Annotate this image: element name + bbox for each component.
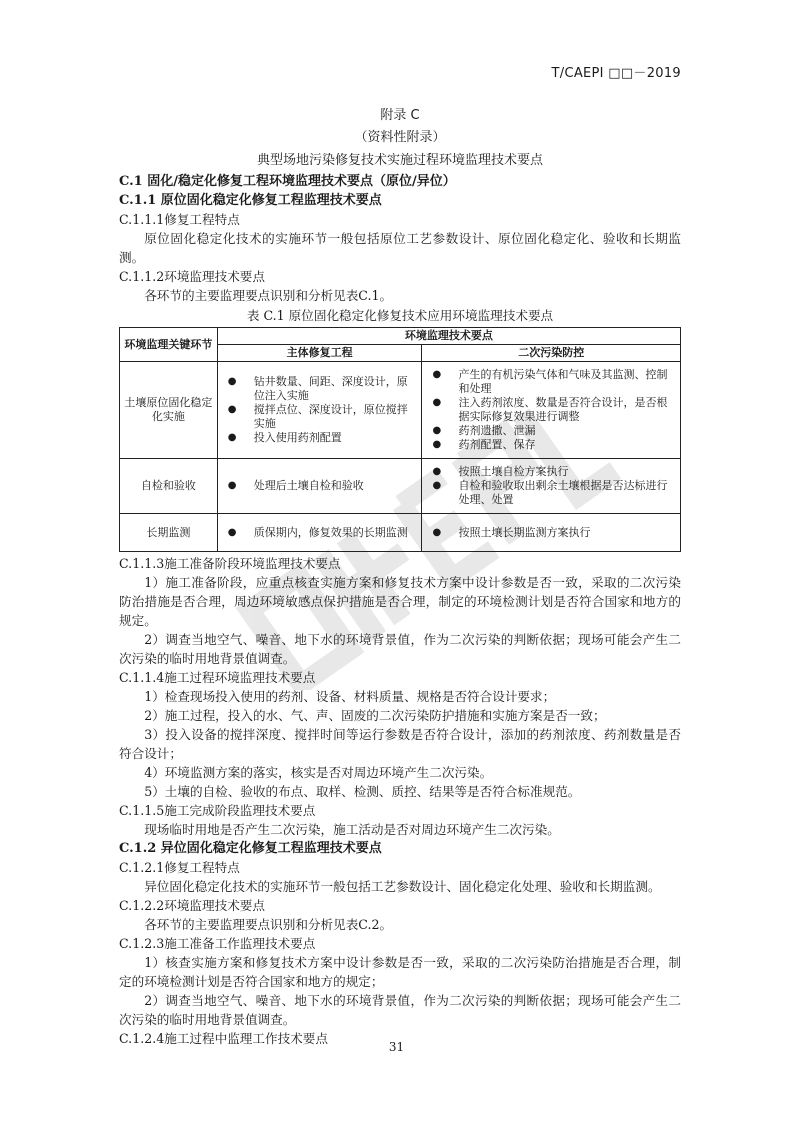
bullet-icon: ● [227,376,237,387]
paragraph-c114-5: 5）土壤的自检、验收的布点、取样、检测、质控、结果等是否符合标准规范。 [144,784,581,799]
list-item: ● 注入药剂浓度、数量是否符合设计，是否根据实际修复效果进行调整 [432,396,668,423]
table-caption: 表 C.1 原位固化稳定化修复技术应用环境监理技术要点 [246,308,554,323]
section-c11: C.1.1 原位固化稳定化修复工程监理技术要点 [119,193,382,208]
table-head-main: 主体修复工程 [217,345,422,362]
table-cell-secondary [422,362,681,459]
table-row [120,362,681,459]
appendix-title: 典型场地污染修复技术实施过程环境监理技术要点 [256,153,543,168]
section-c123: C.1.2.3施工准备工作监理技术要点 [119,936,316,951]
page-number: 31 [388,1040,405,1054]
paragraph-c113-2: 2）调查当地空气、噪音、地下水的环境背景值，作为二次污染的判断依据；现场可能会产生二次污染的临时用地背景值调查。 [119,632,681,666]
paragraph-c112: 各环节的主要监理要点识别和分析见表C.1。 [144,288,393,303]
bullet-icon: ● [432,397,442,408]
bullet-icon: ● [227,404,237,415]
list-item: ● 自检和验收取出剩余土壤根据是否达标进行处理、处置 [432,479,668,506]
list-item: ● 投入使用药剂配置 [227,431,342,444]
section-c112: C.1.1.2环境监理技术要点 [119,269,265,284]
table-cell-stage: 长期监测 [120,514,218,552]
bullet-icon: ● [432,439,442,450]
section-c121: C.1.2.1修复工程特点 [119,860,240,875]
paragraph-c111: 原位固化稳定化技术的实施环节一般包括原位工艺参数设计、原位固化稳定化、验收和长期监测。 [119,231,681,265]
list-item: ● 产生的有机污染气体和气味及其监测、控制和处理 [432,368,668,395]
supervision-table [119,327,681,552]
main-content [119,106,681,1048]
table-cell-stage: 自检和验收 [120,459,218,514]
table-cell-main [217,362,422,459]
list-item: ● 钻井数量、间距、深度设计，原位注入实施 [227,375,408,402]
bullet-icon: ● [227,526,237,538]
table-cell-secondary [422,459,681,514]
table-cell-main [217,514,422,552]
paragraph-c123-2: 2）调查当地空气、噪音、地下水的环境背景值，作为二次污染的判断依据；现场可能会产生二次污染的临时用地背景值调查。 [119,993,681,1027]
bullet-icon: ● [432,369,442,380]
list-item: ● 质保期内，修复效果的长期监测 [227,525,408,539]
bullet-icon: ● [432,526,442,538]
appendix-label: 附录 C [380,108,420,123]
list-item: ● 药剂配置、保存 [432,438,536,451]
paragraph-c114-2: 2）施工过程，投入的水、气、声、固废的二次污染防护措施和实施方案是否一致； [144,708,606,723]
paragraph-c114-4: 4）环境监测方案的落实，核实是否对周边环境产生二次污染。 [144,765,493,780]
list-item: ● 按照土壤长期监测方案执行 [432,525,591,539]
section-c124: C.1.2.4施工过程中监理工作技术要点 [119,1031,328,1046]
paragraph-c113-1: 1）施工准备阶段，应重点核查实施方案和修复技术方案中设计参数是否一致，采取的二次污染防治措施是否合理，周边环境敏感点保护措施是否合理，制定的环境检测计划是否符合国家和地方的规定。 [119,575,681,628]
list-item: ● 药剂遗撒、泄漏 [432,424,536,437]
bullet-icon: ● [227,480,237,491]
table-cell-secondary [422,514,681,552]
table-cell-main [217,459,422,514]
paragraph-c121: 异位固化稳定化技术的实施环节一般包括工艺参数设计、固化稳定化处理、验收和长期监测。 [144,879,661,894]
section-c115: C.1.1.5施工完成阶段监理技术要点 [119,803,316,818]
section-c113: C.1.1.3施工准备阶段环境监理技术要点 [119,556,341,571]
section-c1: C.1 固化/稳定化修复工程环境监理技术要点（原位/异位） [119,174,456,189]
paragraph-c122: 各环节的主要监理要点识别和分析见表C.2。 [144,917,393,932]
paragraph-c114-3: 3）投入设备的搅拌深度、搅拌时间等运行参数是否符合设计，添加的药剂浓度、药剂数量是否符合设计； [119,727,681,761]
list-item: ● 搅拌点位、深度设计，原位搅拌实施 [227,403,408,430]
section-c12: C.1.2 异位固化稳定化修复工程监理技术要点 [119,841,382,856]
paragraph-c123-1: 1）核查实施方案和修复技术方案中设计参数是否一致，采取的二次污染防治措施是否合理，制定的环境检测计划是否符合国家和地方的规定； [119,955,681,989]
table-head-secondary: 二次污染防控 [422,345,681,362]
list-item: ● 按照土壤自检方案执行 [432,465,569,478]
list-item: ● 处理后土壤自检和验收 [227,479,364,492]
bullet-icon: ● [432,480,442,491]
table-row [120,459,681,514]
section-c114: C.1.1.4施工过程环境监理技术要点 [119,670,316,685]
bullet-icon: ● [227,432,237,443]
bullet-icon: ● [432,466,442,477]
table-row [120,514,681,552]
table-cell-stage: 土壤原位固化稳定化实施 [120,362,218,459]
section-c111: C.1.1.1修复工程特点 [119,212,240,227]
standard-number: T/CAEPI □□－2019 [551,66,681,81]
paragraph-c115: 现场临时用地是否产生二次污染，施工活动是否对周边环境产生二次污染。 [144,822,560,837]
table-head-stage: 环境监理关键环节 [120,328,218,362]
section-c122: C.1.2.2环境监理技术要点 [119,898,265,913]
appendix-type: （资料性附录） [354,130,446,145]
paragraph-c114-1: 1）检查现场投入使用的药剂、设备、材料质量、规格是否符合设计要求； [144,689,556,704]
bullet-icon: ● [432,425,442,436]
table-head-group: 环境监理技术要点 [217,328,680,345]
